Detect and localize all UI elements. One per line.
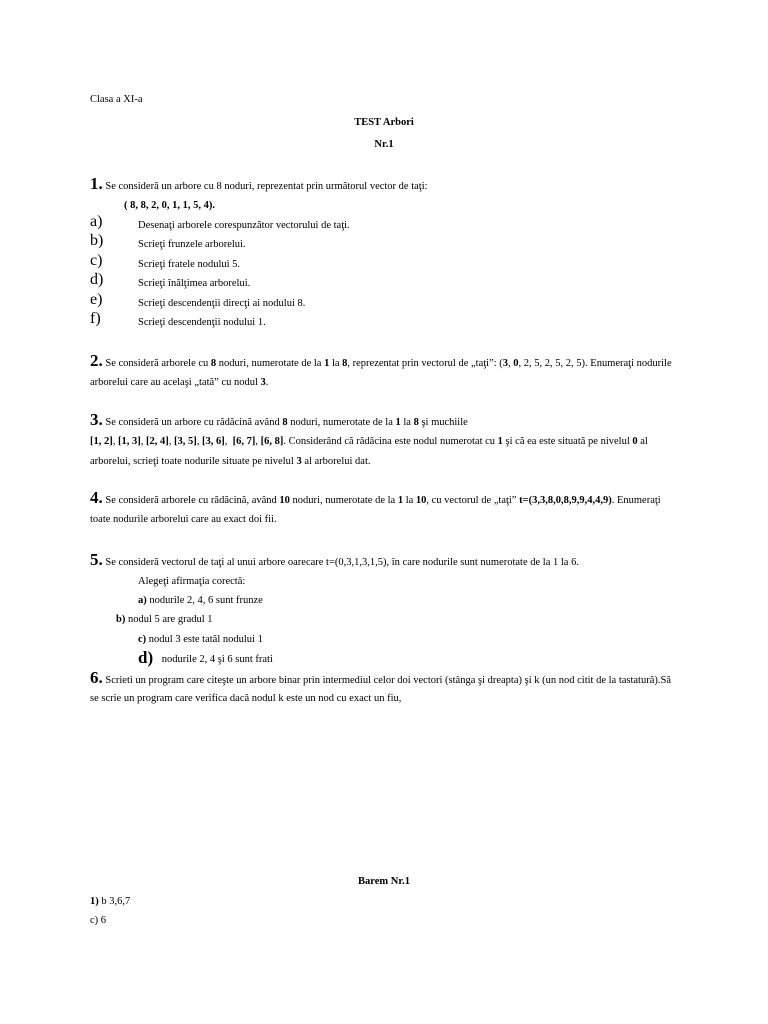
text-run: Se consideră arborele cu <box>105 358 211 369</box>
text-run: [3, 5] <box>174 436 197 447</box>
text-run: noduri, numerotate de la <box>287 417 396 428</box>
text-run: şi muchiile <box>418 417 468 428</box>
item-text: Scrieţi frunzele arborelui. <box>138 239 246 250</box>
text-run: 8 <box>413 417 419 428</box>
text-run: , cu vectorul de „taţi” <box>426 495 520 506</box>
text-run: [6, 8] <box>260 436 284 447</box>
question-4-line-2: toate nodurile arborelui care au exact doi fii. <box>90 514 277 525</box>
text-run: 1 <box>497 436 503 447</box>
text-run: noduri, numerotate de la <box>216 358 325 369</box>
text-run: , <box>140 436 146 447</box>
option-a <box>138 595 263 606</box>
option-text: nodul 5 are gradul 1 <box>125 614 213 625</box>
text-run: , <box>224 436 233 447</box>
question-4-line-1 <box>90 488 661 508</box>
question-text: Se consideră un arbore cu 8 noduri, reprezentat prin următorul vector de taţi: <box>105 181 428 192</box>
item-text: Scrieţi descendenţii nodului 1. <box>138 317 266 328</box>
text-run: 1) <box>90 896 99 907</box>
text-run: . Enumeraţi <box>611 495 661 506</box>
question-5-prompt: Alegeţi afirmaţia corectă: <box>138 576 246 587</box>
option-text: nodurile 2, 4, 6 sunt frunze <box>146 595 263 606</box>
text-run: 3 <box>260 377 266 388</box>
option-letter: a) <box>138 595 147 606</box>
item-text: Scrieţi înălţimea arborelui. <box>138 278 251 289</box>
text-run: Se consideră un arbore cu rădăcină având <box>105 417 283 428</box>
text-run: 3 <box>502 358 509 369</box>
text-run: al arborelui dat. <box>301 456 371 467</box>
option-text: nodurile 2, 4 şi 6 sunt frati <box>161 654 273 665</box>
text-run: , <box>255 436 261 447</box>
question-2-line-1 <box>90 351 672 371</box>
text-run: . Considerând că rădăcina este nodul numerotat cu <box>283 436 498 447</box>
text-run: şi că ea este situată pe nivelul <box>502 436 633 447</box>
option-text: nodul 3 este tatăl nodului 1 <box>146 634 263 645</box>
question-3-line-2 <box>90 436 648 447</box>
text-run: la <box>403 495 416 506</box>
text-run: noduri, numerotate de la <box>289 495 398 506</box>
item-letter: b) <box>90 232 104 249</box>
text-run: 1 <box>324 358 330 369</box>
question-3-line-3 <box>90 456 371 467</box>
question-1 <box>90 174 428 194</box>
text-run: ). Enumeraţi nodurile <box>581 358 672 369</box>
text-run: Scrieti un program care citeşte un arbore binar prin intermediul celor doi vectori (stânga şi dreapta) şi k (un nod citit de la tastatură).Să <box>105 675 672 686</box>
list-item <box>0 310 768 330</box>
question-number: 6. <box>90 668 103 687</box>
text-run: [2, 4] <box>146 436 169 447</box>
text-run: , <box>508 358 514 369</box>
text-run: 10 <box>279 495 290 506</box>
text-run: al <box>637 436 648 447</box>
text-run: [1, 2] <box>90 436 113 447</box>
option-letter: d) <box>138 648 154 667</box>
barem-line-1 <box>90 896 130 907</box>
text-run: , 2, 5, 2, 5, 2, 5 <box>518 358 582 369</box>
question-1-vector: ( 8, 8, 2, 0, 1, 1, 5, 4). <box>124 200 215 211</box>
class-label: Clasa a XI-a <box>90 94 143 105</box>
text-run: . <box>265 377 269 388</box>
question-2-line-2 <box>90 377 268 388</box>
text-run: 8 <box>342 358 348 369</box>
text-run: Se consideră arborele cu rădăcină, având <box>105 495 280 506</box>
text-run: 8 <box>282 417 288 428</box>
text-run: 3 <box>296 456 302 467</box>
option-letter: b) <box>116 614 126 625</box>
text-run: arborelui, scrieţi toate nodurile situate pe nivelul <box>90 456 297 467</box>
question-3-line-1 <box>90 410 468 430</box>
item-letter: a) <box>90 213 103 230</box>
test-number: Nr.1 <box>374 139 394 150</box>
barem-line-2: c) 6 <box>90 915 107 926</box>
text-run: 0 <box>513 358 519 369</box>
list-item <box>0 271 768 291</box>
question-number: 1. <box>90 174 103 193</box>
option-b <box>116 614 213 625</box>
question-number: 2. <box>90 351 103 370</box>
barem-title: Barem Nr.1 <box>358 876 410 887</box>
text-run: Se consideră vectorul de taţi al unui arbore oarecare t=(0,3,1,3,1,5), în care nodurile sunt numerotate de la 1 la 6. <box>105 557 579 568</box>
list-item <box>0 252 768 272</box>
text-run: , reprezentat prin vectorul de „taţi”: ( <box>347 358 503 369</box>
question-number: 3. <box>90 410 103 429</box>
text-run: 10 <box>415 495 427 506</box>
item-letter: e) <box>90 291 103 308</box>
text-run: 1 <box>395 417 401 428</box>
text-run: arborelui care au acelaşi „tată” cu nodul <box>90 377 261 388</box>
text-run: , <box>196 436 202 447</box>
question-6-line-2: se scrie un program care verifica dacă nodul k este un nod cu exact un fiu, <box>90 693 402 704</box>
item-text: Desenaţi arborele corespunzător vectorului de taţi. <box>138 220 350 231</box>
question-5-line-1 <box>90 550 579 570</box>
item-letter: d) <box>90 271 104 288</box>
option-c <box>138 634 263 645</box>
list-item <box>0 291 768 311</box>
question-6-line-1 <box>90 668 671 688</box>
question-number: 5. <box>90 550 103 569</box>
list-item <box>0 213 768 233</box>
text-run: , <box>112 436 118 447</box>
option-letter: c) <box>138 634 147 645</box>
text-run: la <box>400 417 414 428</box>
text-run: la <box>329 358 343 369</box>
item-text: Scrieţi descendenţii direcţi ai nodului 8. <box>138 298 306 309</box>
list-item <box>0 232 768 252</box>
text-run: 8 <box>210 358 217 369</box>
option-d <box>138 648 273 668</box>
text-run: 0 <box>632 436 638 447</box>
item-text: Scrieţi fratele nodului 5. <box>138 259 241 270</box>
item-letter: f) <box>90 310 101 327</box>
text-run: t=(3,3,8,0,8,9,9,4,4,9) <box>519 495 612 506</box>
text-run: [6, 7] <box>232 436 256 447</box>
text-run: , <box>168 436 174 447</box>
text-run: [3, 6] <box>202 436 225 447</box>
text-run: 1 <box>397 495 404 506</box>
item-letter: c) <box>90 252 103 269</box>
text-run: b 3,6,7 <box>98 896 131 907</box>
test-title: TEST Arbori <box>354 117 414 128</box>
question-number: 4. <box>90 488 103 507</box>
text-run: [1, 3] <box>118 436 141 447</box>
